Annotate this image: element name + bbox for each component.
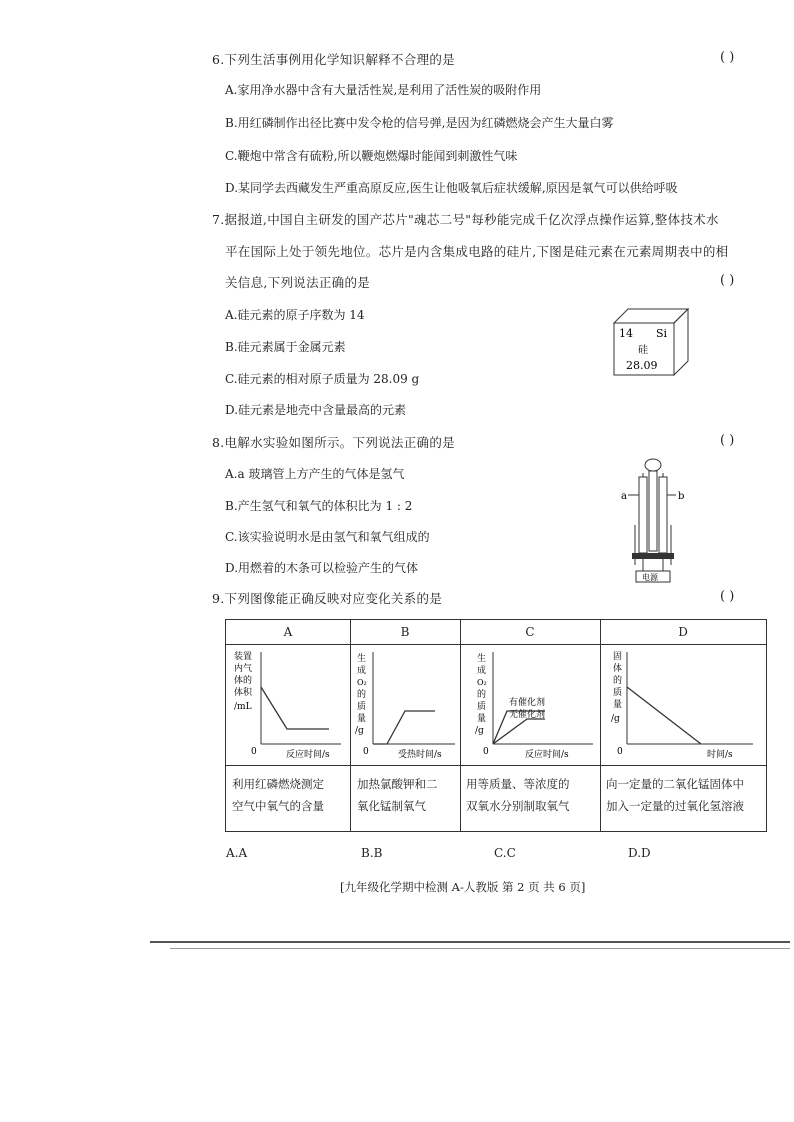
q6-stem: 6.下列生活事例用化学知识解释不合理的是 (212, 52, 455, 67)
q7-option-a: A.硅元素的原子序数为 14 (225, 308, 365, 322)
svg-text:质: 质 (477, 702, 487, 712)
svg-text:0: 0 (363, 747, 369, 757)
q7-option-c: C.硅元素的相对原子质量为 28.09 g (225, 372, 420, 386)
curve-label-catalyst: 有催化剂 (509, 698, 546, 708)
column-head-a: A (283, 625, 293, 639)
graph-a (229, 647, 347, 762)
desc-a: 利用红磷燃烧测定 空气中氧气的含量 (232, 777, 324, 813)
q8-stem: 8.电解水实验如图所示。下列说法正确的是 (212, 435, 455, 450)
tube-label-b: b (678, 491, 685, 502)
power-source-label: 电源 (642, 573, 658, 582)
silicon-element-card (612, 305, 692, 377)
q7-stem-line2: 平在国际上处于领先地位。芯片是内含集成电路的硅片,下图是硅元素在元素周期表中的相 (225, 244, 729, 259)
q8-option-b: B.产生氢气和氧气的体积比为 1 : 2 (225, 499, 413, 513)
svg-text:反应时间/s: 反应时间/s (286, 750, 330, 760)
svg-text:生: 生 (477, 654, 487, 664)
svg-text:质: 质 (357, 702, 367, 712)
svg-text:的: 的 (613, 676, 623, 686)
element-number: 14 (619, 327, 633, 340)
scan-edge-line (150, 941, 790, 943)
svg-text:0: 0 (251, 747, 257, 757)
q9-answer-d: D.D (628, 846, 651, 860)
q6-option-c: C.鞭炮中常含有硫粉,所以鞭炮燃爆时能闻到刺激性气味 (225, 149, 518, 163)
q9-answer-c: C.C (494, 846, 516, 860)
scan-edge-line-faint (170, 948, 790, 949)
element-mass: 28.09 (626, 359, 658, 372)
svg-text:装置: 装置 (234, 652, 253, 662)
svg-text:成: 成 (357, 666, 367, 676)
svg-text:O₂: O₂ (357, 678, 367, 687)
graph-d (603, 647, 763, 762)
tube-label-a: a (621, 491, 627, 502)
q9-stem: 9.下列图像能正确反映对应变化关系的是 (212, 591, 443, 606)
electrolysis-apparatus (618, 455, 688, 585)
svg-text:内气: 内气 (234, 664, 253, 674)
q8-answer-paren: ( ) (720, 433, 735, 448)
svg-text:反应时间/s: 反应时间/s (525, 750, 569, 760)
svg-text:质: 质 (613, 688, 623, 698)
q8-option-d: D.用燃着的木条可以检验产生的气体 (225, 561, 419, 575)
svg-text:体: 体 (613, 664, 623, 674)
q6-option-d: D.某同学去西藏发生严重高原反应,医生让他吸氧后症状缓解,原因是氧气可以供给呼吸 (225, 181, 678, 195)
element-symbol: Si (656, 327, 668, 340)
graph-b (353, 647, 458, 762)
element-name: 硅 (638, 345, 648, 356)
q7-stem-line3: 关信息,下列说法正确的是 (225, 275, 371, 290)
svg-text:受热时间/s: 受热时间/s (398, 750, 442, 760)
q7-option-b: B.硅元素属于金属元素 (225, 340, 346, 354)
svg-text:/g: /g (355, 726, 364, 736)
q6-option-a: A.家用净水器中含有大量活性炭,是利用了活性炭的吸附作用 (225, 83, 542, 97)
svg-text:量: 量 (613, 700, 623, 710)
svg-text:/mL: /mL (234, 702, 252, 712)
svg-text:O₂: O₂ (477, 678, 487, 687)
desc-c: 用等质量、等浓度的 双氧水分别制取氧气 (466, 777, 570, 813)
column-head-c: C (525, 625, 535, 639)
q7-stem-line1: 7.据报道,中国自主研发的国产芯片"魂芯二号"每秒能完成千亿次浮点操作运算,整体技术水 (212, 212, 719, 227)
q8-option-c: C.该实验说明水是由氢气和氧气组成的 (225, 530, 430, 544)
svg-text:时间/s: 时间/s (707, 750, 733, 760)
svg-text:体积: 体积 (234, 688, 253, 698)
q7-answer-paren: ( ) (720, 273, 735, 288)
q6-answer-paren: ( ) (720, 50, 735, 65)
svg-text:的: 的 (477, 690, 487, 700)
q7-option-d: D.硅元素是地壳中含量最高的元素 (225, 403, 407, 417)
column-head-b: B (400, 625, 410, 639)
column-head-d: D (678, 625, 688, 639)
q8-option-a: A.a 玻璃管上方产生的气体是氢气 (225, 467, 405, 481)
q9-answer-a: A.A (226, 846, 248, 860)
desc-d: 向一定量的二氧化锰固体中 加入一定量的过氧化氢溶液 (606, 777, 744, 813)
q6-option-b: B.用红磷制作出径比赛中发令枪的信号弹,是因为红磷燃烧会产生大量白雾 (225, 116, 614, 130)
q9-graph-table (225, 619, 767, 832)
q9-answer-paren: ( ) (720, 589, 735, 604)
svg-text:/g: /g (611, 714, 620, 724)
svg-text:量: 量 (357, 714, 367, 724)
page-footer: [九年级化学期中检测 A-人教版 第 2 页 共 6 页] (340, 880, 586, 894)
graph-c (463, 647, 598, 762)
svg-text:生: 生 (357, 654, 367, 664)
svg-text:成: 成 (477, 666, 487, 676)
svg-text:的: 的 (357, 690, 367, 700)
svg-text:体的: 体的 (234, 676, 253, 686)
svg-text:0: 0 (617, 747, 623, 757)
curve-label-no-catalyst: 无催化剂 (509, 710, 546, 720)
q9-answer-b: B.B (361, 846, 383, 860)
svg-text:/g: /g (475, 726, 484, 736)
svg-text:0: 0 (483, 747, 489, 757)
desc-b: 加热氯酸钾和二 氧化锰制氧气 (357, 777, 438, 813)
svg-text:固: 固 (613, 652, 623, 662)
svg-text:量: 量 (477, 714, 487, 724)
